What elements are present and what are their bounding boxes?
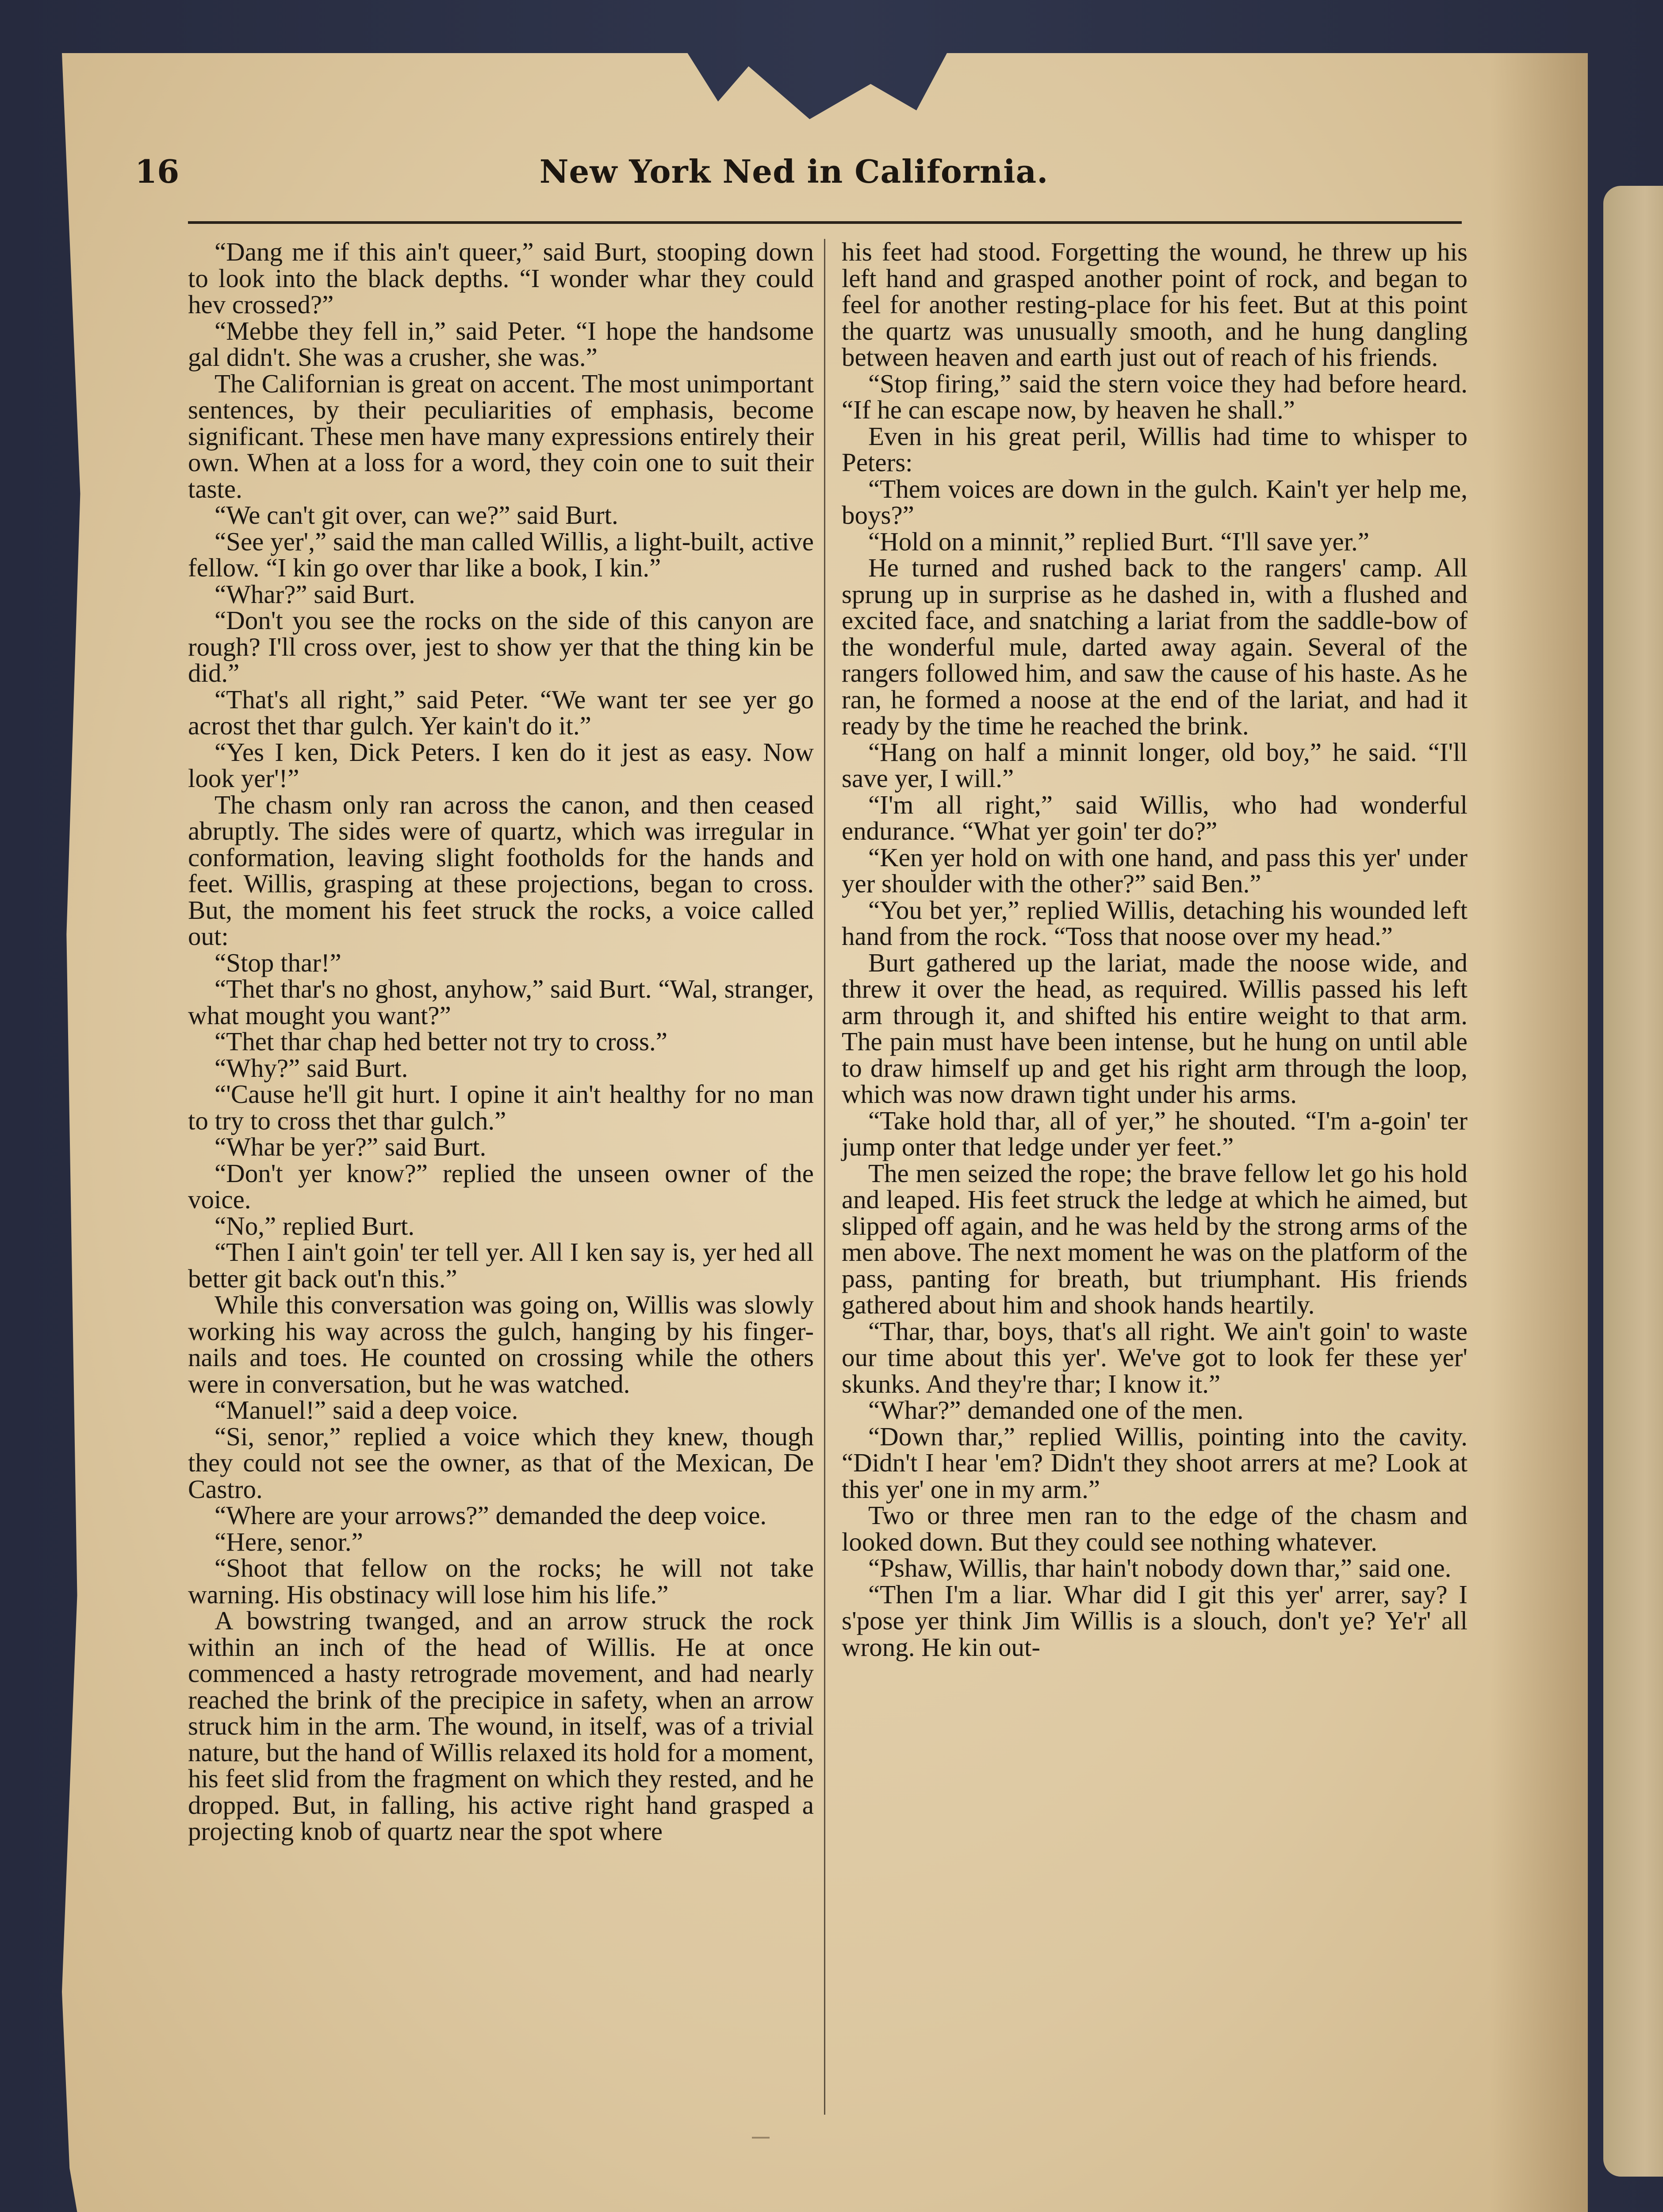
paragraph: “Pshaw, Willis, thar hain't nobody down thar,” said one. (868, 1553, 1452, 1582)
paragraph: “Shoot that fellow on the rocks; he will not take warning. His obstinacy will lose him his life.” (188, 1553, 814, 1609)
paragraph: “Then I'm a liar. Whar did I git this yer' arrer, say? I s'pose yer think Jim Willis is a slouch, don't ye? Ye'r' all wrong. He kin out- (842, 1579, 1468, 1662)
paragraph: “You bet yer,” replied Willis, detaching his wounded left hand from the rock. “Toss that noose over my head.” (842, 895, 1468, 951)
paragraph: “Mebbe they fell in,” said Peter. “I hope the handsome gal didn't. She was a crusher, she was.” (188, 316, 814, 372)
paragraph: “Take hold thar, all of yer,” he shouted. “I'm a-goin' ter jump onter that ledge under yer feet.” (842, 1106, 1468, 1161)
paragraph: “'Cause he'll git hurt. I opine it ain't healthy for no man to try to cross thet thar gulch.” (188, 1079, 814, 1135)
paragraph: “We can't git over, can we?” said Burt. (215, 500, 618, 530)
paragraph: “Don't yer know?” replied the unseen owner of the voice. (188, 1158, 814, 1214)
paragraph: “That's all right,” said Peter. “We want ter see yer go acrost thet thar gulch. Yer kain't do it.” (188, 684, 814, 740)
paragraph: “Thar, thar, boys, that's all right. We ain't goin' to waste our time about this yer'. We've got to look fer these yer' skunks. And they're thar; I know it.” (842, 1316, 1468, 1398)
paragraph: “Hold on a minnit,” replied Burt. “I'll save yer.” (868, 526, 1369, 556)
paragraph: The Californian is great on accent. The most unimportant sentences, by their peculiarities of emphasis, become significant. These men have many expressions entirely their own. When at a loss for a word, they coin one to suit their taste. (188, 369, 814, 503)
paragraph: He turned and rushed back to the rangers' camp. All sprung up in surprise as he dashed in, with a flushed and excited face, and snatching a lariat from the saddle-bow of the wonderful mule, darted away again. Several of the rangers followed him, and saw the cause of his haste. As he ran, he formed a noose at the end of the lariat, and had it ready by the time he reached the brink. (842, 553, 1468, 740)
paragraph: A bowstring twanged, and an arrow struck the rock within an inch of the head of Willis. He at once commenced a hasty retrograde movement, and had nearly reached the brink of the precipice in safety, when an arrow struck him in the arm. The wound, in itself, was of a trivial nature, but the hand of Willis relaxed its hold for a moment, his feet slid from the fragment on which they rested, and he dropped. But, in falling, his active right hand grasped a projecting knob of quartz near the spot where (188, 1606, 814, 1846)
paragraph: “Whar?” said Burt. (215, 579, 415, 609)
paragraph: “Ken yer hold on with one hand, and pass this yer' under yer shoulder with the other?” said Ben.” (842, 842, 1468, 898)
page-header (135, 153, 1453, 201)
paragraph: Two or three men ran to the edge of the chasm and looked down. But they could see nothing whatever. (842, 1501, 1468, 1556)
adjacent-page-edge (1603, 186, 1663, 2177)
paragraph: “Where are your arrows?” demanded the deep voice. (215, 1501, 767, 1530)
paragraph: “Here, senor.” (215, 1527, 363, 1556)
header-rule (188, 221, 1462, 224)
paragraph: “Thet thar chap hed better not try to cross.” (215, 1027, 667, 1056)
paragraph: Burt gathered up the lariat, made the noose wide, and threw it over the head, as required. Willis passed his left arm through it, and shifted his entire weight to that arm. The pain must have been intense, but he hung on until able to draw himself up and get his right arm through the loop, which was now drawn tight under his arms. (842, 948, 1468, 1109)
running-title: New York Ned in California. (539, 153, 1049, 190)
page-number: 16 (135, 153, 180, 190)
paragraph: “Don't you see the rocks on the side of this canyon are rough? I'll cross over, jest to show yer that the thing kin be did.” (188, 606, 814, 687)
paragraph: “Manuel!” said a deep voice. (215, 1395, 518, 1425)
paragraph: While this conversation was going on, Willis was slowly working his way across the gulch, hanging by his finger-nails and toes. He counted on crossing while the others were in conversation, but he was watched. (188, 1290, 814, 1398)
paragraph: “No,” replied Burt. (215, 1211, 415, 1240)
paragraph: “Then I ain't goin' ter tell yer. All I ken say is, yer hed all better git back out'n this.” (188, 1237, 814, 1293)
paragraph: “Whar be yer?” said Burt. (215, 1132, 487, 1161)
paragraph: “Stop firing,” said the stern voice they had before heard. “If he can escape now, by heaven he shall.” (842, 369, 1468, 424)
paragraph: “Them voices are down in the gulch. Kain't yer help me, boys?” (842, 474, 1468, 530)
paragraph: The men seized the rope; the brave fellow let go his hold and leaped. His feet struck the ledge at which he aimed, but slipped off again, and he was held by the strong arms of the men above. The next moment he was on the platform of the pass, panting for breath, but triumphant. His friends gathered about him and shook hands heartily. (842, 1158, 1468, 1319)
continued-paragraph: his feet had stood. Forgetting the wound, he threw up his left hand and grasped another point of rock, and began to feel for another resting-place for his feet. But at this point the quartz was unusually smooth, and he hung dangling between heaven and earth just out of reach of his friends. (842, 237, 1468, 372)
paragraph: “Why?” said Burt. (215, 1053, 408, 1083)
paragraph: “Whar?” demanded one of the men. (868, 1395, 1244, 1425)
paragraph: “Stop thar!” (215, 948, 341, 977)
paragraph: “Hang on half a minnit longer, old boy,” he said. “I'll save yer, I will.” (842, 737, 1468, 793)
paragraph: “Thet thar's no ghost, anyhow,” said Burt. “Wal, stranger, what mought you want?” (188, 974, 814, 1030)
column-divider (824, 239, 825, 2115)
paragraph: “See yer',” said the man called Willis, a light-built, active fellow. “I kin go over thar like a book, I kin.” (188, 526, 814, 582)
bottom-printer-mark (752, 2137, 770, 2139)
paragraph: Even in his great peril, Willis had time to whisper to Peters: (842, 421, 1468, 477)
paragraph: “I'm all right,” said Willis, who had wonderful endurance. “What yer goin' ter do?” (842, 790, 1468, 845)
paragraph: “Yes I ken, Dick Peters. I ken do it jest as easy. Now look yer'!” (188, 737, 814, 793)
right-column (842, 239, 1468, 2124)
paragraph: The chasm only ran across the canon, and then ceased abruptly. The sides were of quartz, which was irregular in conformation, leaving slight footholds for the hands and feet. Willis, grasping at these projections, began to cross. But, the moment his feet struck the rocks, a voice called out: (188, 790, 814, 951)
paragraph: “Down thar,” replied Willis, pointing into the cavity. “Didn't I hear 'em? Didn't they shoot arrers at me? Look at this yer' one in my arm.” (842, 1421, 1468, 1504)
left-column (188, 239, 814, 2124)
paragraph: “Dang me if this ain't queer,” said Burt, stooping down to look into the black depths. “I wonder whar they could hev crossed?” (188, 237, 814, 319)
paragraph: “Si, senor,” replied a voice which they knew, though they could not see the owner, as that of the Mexican, De Castro. (188, 1421, 814, 1504)
gutter-shadow (1491, 53, 1588, 2212)
